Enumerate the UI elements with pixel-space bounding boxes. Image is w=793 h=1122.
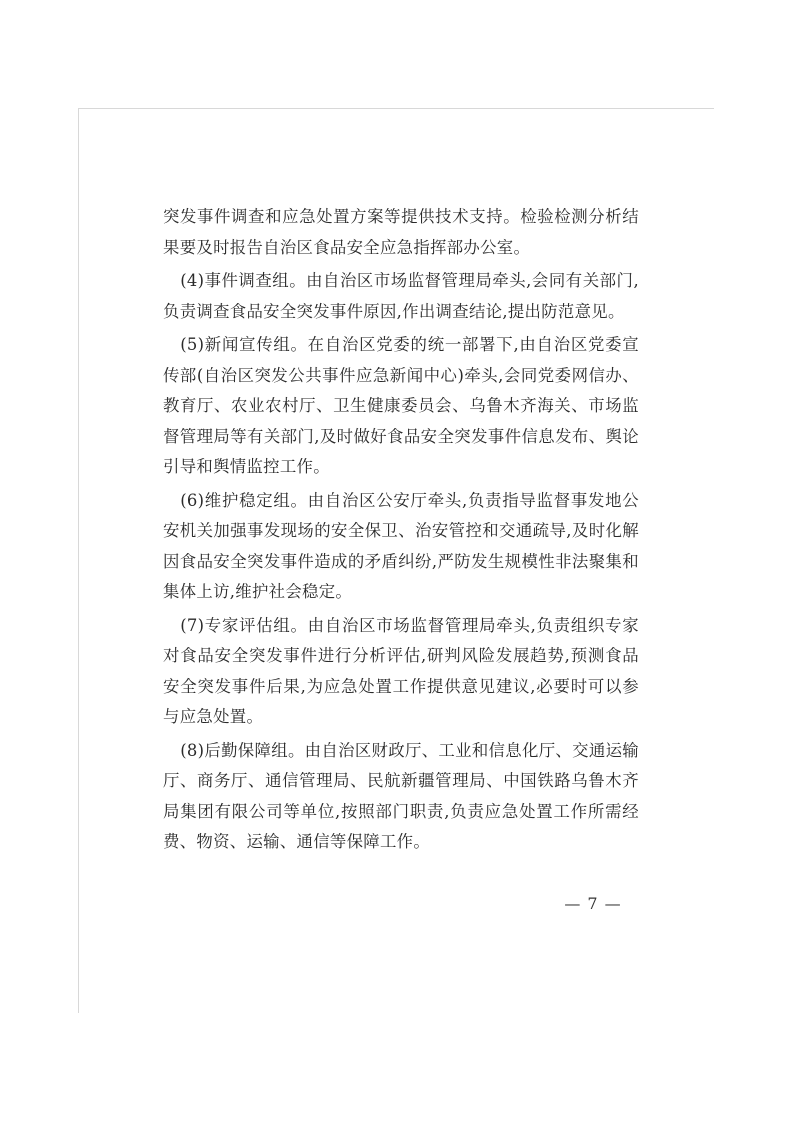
paragraph-logistics-support-group: (8)后勤保障组。由自治区财政厅、工业和信息化厅、交通运输厅、商务厅、通信管理局、民航新疆管理局、中国铁路乌鲁木齐局集团有限公司等单位,按照部门职责,负责应急处置工作所需经费、物资、运输、通信等保障工作。: [163, 740, 639, 851]
paragraph-expert-assessment-group: (7)专家评估组。由自治区市场监督管理局牵头,负责组织专家对食品安全突发事件进行分析评估,研判风险发展趋势,预测食品安全突发事件后果,为应急处置工作提供意见建议,必要时可以参与应急处置。: [163, 615, 639, 726]
document-body: [163, 202, 639, 861]
paragraph-continuation: 突发事件调查和应急处置方案等提供技术支持。检验检测分析结果要及时报告自治区食品安全应急指挥部办公室。: [163, 207, 639, 257]
paragraph-news-publicity-group: (5)新闻宣传组。在自治区党委的统一部署下,由自治区党委宣传部(自治区突发公共事件应急新闻中心)牵头,会同党委网信办、教育厅、农业农村厅、卫生健康委员会、乌鲁木齐海关、市场监督管理局等有关部门,及时做好食品安全突发事件信息发布、舆论引导和舆情监控工作。: [163, 335, 639, 476]
crop-mark-top: [78, 108, 714, 109]
page-number: — 7 —: [564, 894, 622, 913]
paragraph-stability-maintenance-group: (6)维护稳定组。由自治区公安厅牵头,负责指导监督事发地公安机关加强事发现场的安全保卫、治安管控和交通疏导,及时化解因食品安全突发事件造成的矛盾纠纷,严防发生规模性非法聚集和集体上访,维护社会稳定。: [163, 490, 639, 601]
paragraph-event-investigation-group: (4)事件调查组。由自治区市场监督管理局牵头,会同有关部门,负责调查食品安全突发事件原因,作出调查结论,提出防范意见。: [163, 271, 639, 321]
crop-mark-left: [78, 108, 79, 1013]
